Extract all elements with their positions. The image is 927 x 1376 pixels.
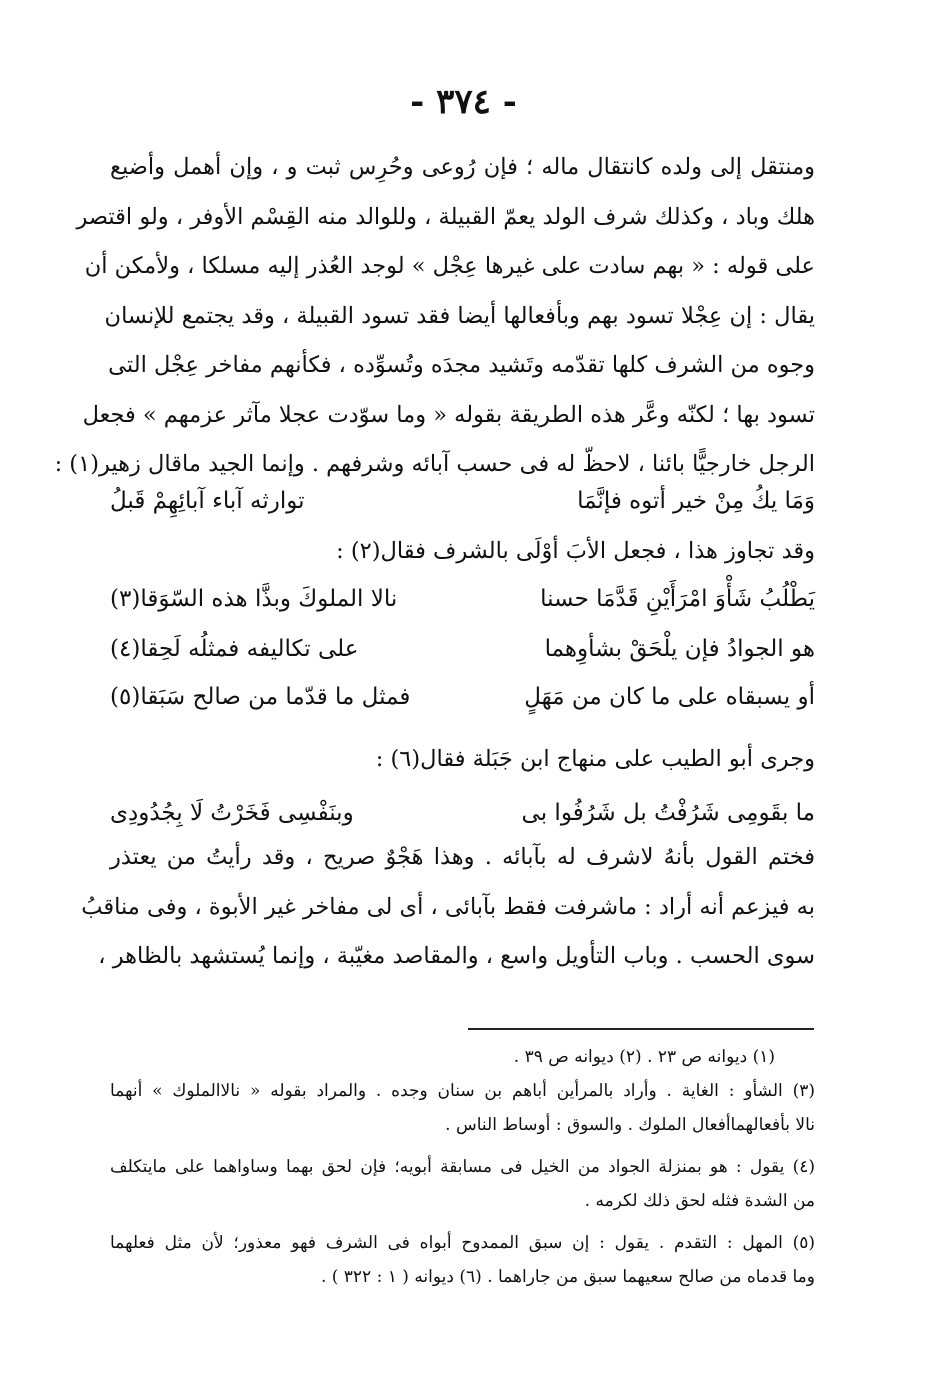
verse-hemistich-1: يَطْلُبُ شَأْوَ امْرَأَيْنِ قَدَّمَا حسنا [540,586,815,612]
verse-hemistich-1: هو الجوادُ فإن يلْحَقْ بشأوِهما [544,636,815,662]
verse-hemistich-2: نالا الملوكَ وبذَّا هذه السّوَقا(٣) [110,586,398,612]
text-line: به فيزعم أنه أراد : ماشرفت فقط بآبائى ، أى لى مفاخر غير الأبوة ، وفى مناقبُ [81,893,815,920]
footnote-line: (١) ديوانه ص ٢٣ . (٢) ديوانه ص ٣٩ . [513,1047,775,1067]
footnote-line: وما قدماه من صالح سعيهما سبق من جاراهما . (٦) ديوانه ( ١ : ٣٢٢ ) . [320,1267,815,1287]
text-line: وجوه من الشرف كلها تقدّمه وتَشيد مجدَه وتُسوِّده ، فكأنهم مفاخر عِجْل التى [108,352,815,378]
footnotes [110,1040,815,1294]
footnote-line: (٤) يقول : هو بمنزلة الجواد من الخيل فى مسابقة أبويه؛ فإن لحق بهما وساواهما على مايتكلف [110,1157,815,1177]
verse-intro-2: وقد تجاوز هذا ، فجعل الأبَ أوْلَى بالشرف فقال(٢) : [336,538,815,564]
text-line: ومنتقل إلى ولده كانتقال ماله ؛ فإن رُوعى وحُرِس ثبت و ، وإن أهمل وأضيع [110,154,816,180]
page-number: - ٣٧٤ - [410,82,517,122]
paragraph-1 [54,143,816,490]
text-line: سوى الحسب . وباب التأويل واسع ، والمقاصد مغيّبة ، وإنما يُستشهد بالظاهر ، [98,943,815,969]
verse-hemistich-2: على تكاليفه فمثلُه لَحِقا(٤) [110,636,359,662]
paragraph-2 [81,833,815,982]
footnote-line: (٥) المهل : التقدم . يقول : إن سبق الممدوح أبواه فى الشرف فهو معذور؛ لأن مثل فعلهما [110,1233,815,1253]
footnote-line: (٣) الشأو : الغاية . وأراد بالمرأين أباهم بن سنان وجده . والمراد بقوله « نالاالملوك » أنهما [110,1081,815,1101]
text-line: تسود بها ؛ لكنّه وعَّر هذه الطريقة بقوله « وما سوّدت عجلا مآثر عزمهم » فجعل [82,401,815,428]
text-line: هلك وباد ، وكذلك شرف الولد يعمّ القبيلة ، وللوالد منه القِسْم الأوفر ، ولو اقتصر [76,203,815,230]
verse-hemistich-1: أو يسبقاه على ما كان من مَهَلٍ [524,684,815,710]
verse-hemistich-1: ما بقَومِى شَرُفْتُ بل شَرُفُوا بى [521,800,815,826]
text-line: يقال : إن عِجْلا تسود بهم وبأفعالها أيضا فقد تسود القبيلة ، وقد يجتمع للإنسان [104,302,815,329]
verse-hemistich-1: وَمَا يكُ مِنْ خير أتوه فإنَّمَا [577,488,815,514]
text-line: الرجل خارجيًّا بائنا ، لاحظّ له فى حسب آبائه وشرفهم . وإنما الجيد ماقال زهير(١) : [54,451,815,477]
footnote-separator [468,1028,814,1030]
footnote-line: نالا بأفعالهماأفعال الملوك . والسوق : أوساط الناس . [445,1115,815,1135]
verse-intro-3: وجرى أبو الطيب على منهاج ابن جَبَلة فقال(٦) : [375,746,815,772]
text-line: فختم القول بأنهُ لاشرف له بآبائه . وهذا هَجْوٌ صريح ، وقد رأيتُ من يعتذر [110,844,815,870]
footnote-line: من الشدة فثله لحق ذلك لكرمه . [584,1191,815,1211]
verse-hemistich-2: فمثل ما قدّما من صالح سَبَقا(٥) [110,684,411,710]
verse-hemistich-2: توارثه آباء آبائِهِمْ قَبلُ [110,488,305,514]
text-line: على قوله : « بهم سادت على غيرها عِجْل » لوجد العُذر إليه مسلكا ، ولأمكن أن [84,253,815,279]
verse-hemistich-2: وبنَفْسِى فَخَرْتُ لَا بِجُدُودِى [110,800,354,826]
